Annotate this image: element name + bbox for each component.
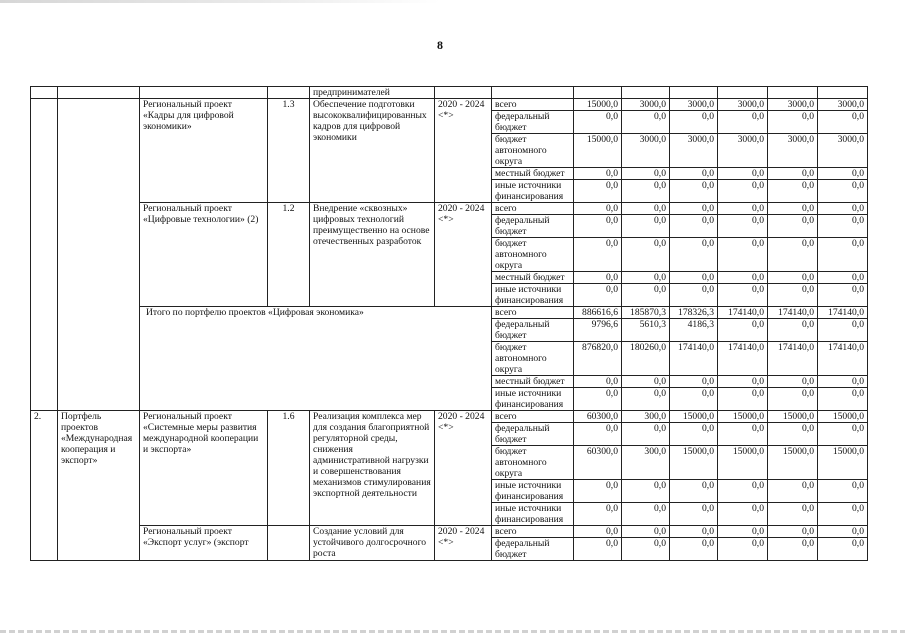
value-cell: 3000,0 <box>718 134 768 168</box>
source-cell: иные источники финансирования <box>492 180 574 203</box>
value-cell: 60300,0 <box>574 411 622 423</box>
value-cell: 3000,0 <box>718 99 768 111</box>
value-cell: 0,0 <box>768 272 818 284</box>
value-cell: 0,0 <box>574 423 622 446</box>
source-cell: федеральный бюджет <box>492 111 574 134</box>
value-cell: 9796,6 <box>574 319 622 342</box>
value-cell: 0,0 <box>718 272 768 284</box>
period-cell: 2020 - 2024 <*> <box>435 203 492 307</box>
value-cell: 0,0 <box>768 538 818 561</box>
source-cell: федеральный бюджет <box>492 423 574 446</box>
value-cell: 0,0 <box>670 423 718 446</box>
value-cell: 0,0 <box>768 503 818 526</box>
value-cell: 0,0 <box>574 480 622 503</box>
value-cell: 0,0 <box>622 272 670 284</box>
source-cell: всего <box>492 526 574 538</box>
value-cell: 0,0 <box>670 284 718 307</box>
event-cell: предпринимателей <box>310 87 435 99</box>
value-cell: 0,0 <box>670 538 718 561</box>
value-cell: 0,0 <box>718 180 768 203</box>
value-cell: 3000,0 <box>818 99 868 111</box>
value-cell: 0,0 <box>768 203 818 215</box>
value-cell: 185870,3 <box>622 307 670 319</box>
value-cell: 0,0 <box>574 526 622 538</box>
value-cell: 0,0 <box>818 388 868 411</box>
value-cell: 0,0 <box>768 376 818 388</box>
value-cell: 0,0 <box>768 480 818 503</box>
value-cell: 178326,3 <box>670 307 718 319</box>
value-cell: 0,0 <box>574 180 622 203</box>
source-cell: иные источники финансирования <box>492 503 574 526</box>
value-cell: 174140,0 <box>818 307 868 319</box>
value-cell: 0,0 <box>768 388 818 411</box>
scan-artifact-bottom <box>0 630 905 633</box>
value-cell: 0,0 <box>670 480 718 503</box>
value-cell: 876820,0 <box>574 342 622 376</box>
source-cell: местный бюджет <box>492 376 574 388</box>
value-cell: 0,0 <box>718 238 768 272</box>
value-cell: 0,0 <box>718 215 768 238</box>
value-cell: 0,0 <box>574 238 622 272</box>
value-cell: 0,0 <box>670 215 718 238</box>
event-cell: Внедрение «сквозных» цифровых технологий преимущественно на основе отечественных разработок <box>310 203 435 307</box>
value-cell: 3000,0 <box>670 134 718 168</box>
value-cell: 0,0 <box>622 388 670 411</box>
value-cell: 0,0 <box>670 111 718 134</box>
value-cell: 300,0 <box>622 446 670 480</box>
source-cell: федеральный бюджет <box>492 538 574 561</box>
value-cell: 0,0 <box>718 480 768 503</box>
table-row <box>31 87 868 99</box>
value-cell: 0,0 <box>818 538 868 561</box>
value-cell: 0,0 <box>670 238 718 272</box>
value-cell: 0,0 <box>818 111 868 134</box>
value-cell: 0,0 <box>818 238 868 272</box>
value-cell: 0,0 <box>574 538 622 561</box>
value-cell: 0,0 <box>574 503 622 526</box>
value-cell: 0,0 <box>718 319 768 342</box>
value-cell: 0,0 <box>718 284 768 307</box>
value-cell: 300,0 <box>622 411 670 423</box>
value-cell: 15000,0 <box>718 446 768 480</box>
value-cell: 15000,0 <box>718 411 768 423</box>
table-row <box>31 99 868 111</box>
value-cell: 174140,0 <box>718 342 768 376</box>
event-cell: Обеспечение подготовки высококвалифицированных кадров для цифровой экономики <box>310 99 435 203</box>
value-cell: 3000,0 <box>622 99 670 111</box>
value-cell: 15000,0 <box>768 446 818 480</box>
value-cell: 0,0 <box>622 423 670 446</box>
value-cell: 0,0 <box>818 503 868 526</box>
source-cell: всего <box>492 411 574 423</box>
value-cell: 0,0 <box>670 388 718 411</box>
value-cell: 0,0 <box>670 526 718 538</box>
value-cell: 15000,0 <box>818 411 868 423</box>
value-cell: 0,0 <box>818 376 868 388</box>
value-cell: 0,0 <box>818 203 868 215</box>
value-cell: 3000,0 <box>818 134 868 168</box>
source-cell: федеральный бюджет <box>492 319 574 342</box>
value-cell: 0,0 <box>574 111 622 134</box>
value-cell: 174140,0 <box>818 342 868 376</box>
event-cell: Реализация комплекса мер для создания благоприятной регуляторной среды, снижения административной нагрузки и совершенствования механизмов стимулирования экспортной деятельности <box>310 411 435 526</box>
value-cell: 0,0 <box>670 376 718 388</box>
table-row <box>31 526 868 538</box>
value-cell: 0,0 <box>768 215 818 238</box>
number-cell: 1.6 <box>268 411 310 526</box>
source-cell: бюджет автономного округа <box>492 446 574 480</box>
row-index: 2. <box>31 411 58 561</box>
source-cell: местный бюджет <box>492 168 574 180</box>
value-cell: 0,0 <box>768 284 818 307</box>
value-cell: 886616,6 <box>574 307 622 319</box>
value-cell: 0,0 <box>718 538 768 561</box>
value-cell: 174140,0 <box>768 307 818 319</box>
project-cell: Региональный проект «Системные меры развития международной кооперации и экспорта» <box>140 411 268 526</box>
value-cell: 0,0 <box>622 203 670 215</box>
value-cell: 174140,0 <box>670 342 718 376</box>
project-cell: Региональный проект «Цифровые технологии» (2) <box>140 203 268 307</box>
value-cell: 0,0 <box>818 168 868 180</box>
value-cell: 0,0 <box>818 272 868 284</box>
table-row <box>31 307 868 319</box>
source-cell: иные источники финансирования <box>492 388 574 411</box>
source-cell: всего <box>492 99 574 111</box>
source-cell: иные источники финансирования <box>492 284 574 307</box>
value-cell: 0,0 <box>718 503 768 526</box>
value-cell: 15000,0 <box>670 411 718 423</box>
source-cell: бюджет автономного округа <box>492 238 574 272</box>
value-cell: 0,0 <box>768 238 818 272</box>
source-cell: всего <box>492 203 574 215</box>
value-cell: 0,0 <box>622 538 670 561</box>
value-cell: 3000,0 <box>768 99 818 111</box>
value-cell: 0,0 <box>622 180 670 203</box>
value-cell: 15000,0 <box>818 446 868 480</box>
project-cell: Региональный проект «Кадры для цифровой экономики» <box>140 99 268 203</box>
value-cell: 0,0 <box>718 423 768 446</box>
value-cell: 0,0 <box>622 376 670 388</box>
value-cell: 0,0 <box>818 284 868 307</box>
scan-artifact-top <box>0 0 440 3</box>
value-cell: 0,0 <box>718 111 768 134</box>
value-cell: 0,0 <box>622 168 670 180</box>
value-cell: 0,0 <box>818 319 868 342</box>
period-cell: 2020 - 2024 <*> <box>435 411 492 526</box>
value-cell: 0,0 <box>818 423 868 446</box>
value-cell: 0,0 <box>768 319 818 342</box>
source-cell: местный бюджет <box>492 272 574 284</box>
period-cell: 2020 - 2024 <*> <box>435 99 492 203</box>
value-cell: 0,0 <box>622 503 670 526</box>
value-cell: 0,0 <box>818 215 868 238</box>
value-cell: 3000,0 <box>768 134 818 168</box>
value-cell: 0,0 <box>574 168 622 180</box>
source-cell: федеральный бюджет <box>492 215 574 238</box>
value-cell: 0,0 <box>768 168 818 180</box>
value-cell: 0,0 <box>818 526 868 538</box>
value-cell: 0,0 <box>574 376 622 388</box>
value-cell: 5610,3 <box>622 319 670 342</box>
value-cell: 3000,0 <box>670 99 718 111</box>
portfolio-cell: Портфель проектов «Международная кооперация и экспорт» <box>58 411 140 561</box>
value-cell: 0,0 <box>622 526 670 538</box>
financing-table <box>30 86 868 561</box>
value-cell: 0,0 <box>768 180 818 203</box>
value-cell: 0,0 <box>718 526 768 538</box>
value-cell: 0,0 <box>768 111 818 134</box>
page-number: 8 <box>437 38 443 52</box>
value-cell: 0,0 <box>574 388 622 411</box>
value-cell: 0,0 <box>622 215 670 238</box>
value-cell: 60300,0 <box>574 446 622 480</box>
source-cell: бюджет автономного округа <box>492 134 574 168</box>
portfolio-total-label: Итого по портфелю проектов «Цифровая экономика» <box>140 307 492 411</box>
value-cell: 0,0 <box>818 180 868 203</box>
value-cell: 0,0 <box>622 111 670 134</box>
value-cell: 0,0 <box>670 180 718 203</box>
table-row <box>31 411 868 423</box>
value-cell: 0,0 <box>574 215 622 238</box>
value-cell: 15000,0 <box>768 411 818 423</box>
value-cell: 180260,0 <box>622 342 670 376</box>
value-cell: 0,0 <box>718 376 768 388</box>
value-cell: 15000,0 <box>574 134 622 168</box>
source-cell: бюджет автономного округа <box>492 342 574 376</box>
source-cell: всего <box>492 307 574 319</box>
project-cell: Региональный проект «Экспорт услуг» (экспорт <box>140 526 268 561</box>
value-cell: 0,0 <box>670 272 718 284</box>
value-cell: 3000,0 <box>622 134 670 168</box>
value-cell: 0,0 <box>574 284 622 307</box>
value-cell: 174140,0 <box>718 307 768 319</box>
value-cell: 0,0 <box>768 526 818 538</box>
source-cell: иные источники финансирования <box>492 480 574 503</box>
value-cell: 0,0 <box>818 480 868 503</box>
value-cell: 15000,0 <box>670 446 718 480</box>
value-cell: 174140,0 <box>768 342 818 376</box>
value-cell: 0,0 <box>718 203 768 215</box>
value-cell: 0,0 <box>574 203 622 215</box>
number-cell: 1.2 <box>268 203 310 307</box>
value-cell: 0,0 <box>718 168 768 180</box>
value-cell: 0,0 <box>574 272 622 284</box>
period-cell: 2020 - 2024 <*> <box>435 526 492 561</box>
value-cell: 0,0 <box>622 284 670 307</box>
value-cell: 0,0 <box>768 423 818 446</box>
value-cell: 0,0 <box>670 203 718 215</box>
value-cell: 4186,3 <box>670 319 718 342</box>
number-cell: 1.3 <box>268 99 310 203</box>
value-cell: 0,0 <box>670 503 718 526</box>
value-cell: 0,0 <box>670 168 718 180</box>
value-cell: 0,0 <box>622 238 670 272</box>
table-row <box>31 203 868 215</box>
event-cell: Создание условий для устойчивого долгосрочного роста <box>310 526 435 561</box>
value-cell: 0,0 <box>622 480 670 503</box>
value-cell: 15000,0 <box>574 99 622 111</box>
value-cell: 0,0 <box>718 388 768 411</box>
